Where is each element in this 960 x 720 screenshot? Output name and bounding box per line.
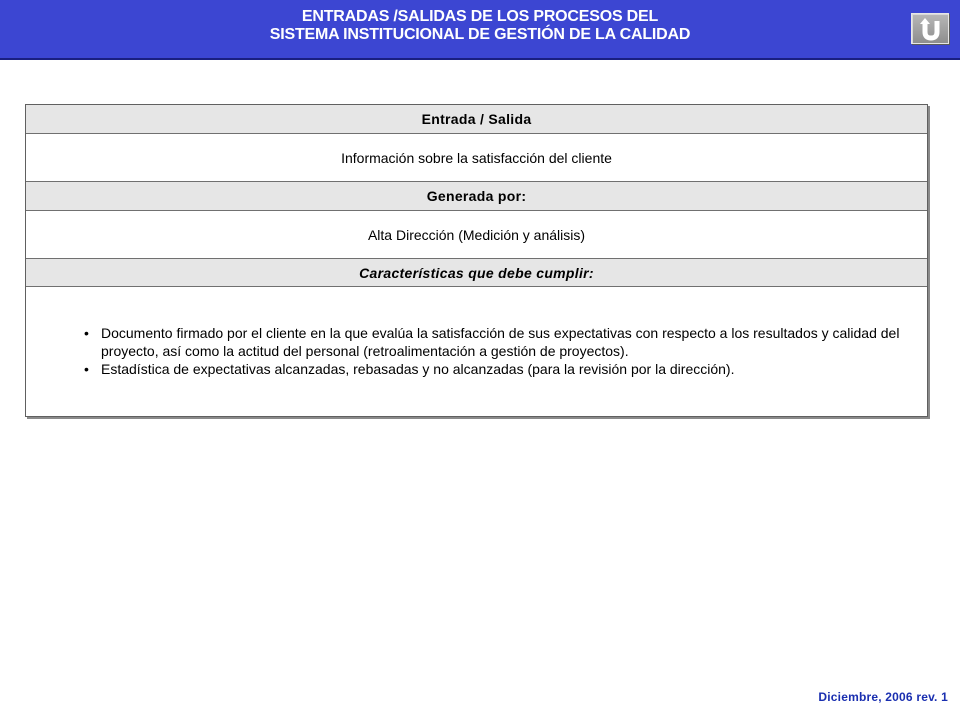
list-item-text: Documento firmado por el cliente en la que evalúa la satisfacción de sus expectativas con respecto a los resultados y calidad del proyecto, así como la actitud del personal (retroalimentación a gestión de proyectos).	[101, 325, 900, 359]
caracteristicas-cell	[26, 287, 927, 416]
generada-por-heading: Generada por:	[26, 182, 927, 211]
list-item	[84, 324, 904, 360]
caracteristicas-heading: Características que debe cumplir:	[26, 259, 927, 287]
entrada-salida-heading: Entrada / Salida	[26, 105, 927, 134]
generada-por-value: Alta Dirección (Medición y análisis)	[26, 211, 927, 259]
page-title-line-2: SISTEMA INSTITUCIONAL DE GESTIÓN DE LA CALIDAD	[269, 26, 691, 43]
process-io-table	[25, 104, 928, 417]
page-title	[200, 8, 760, 44]
return-button[interactable]	[911, 13, 949, 44]
bullet-icon: •	[84, 361, 89, 377]
list-item	[84, 360, 904, 378]
list-item-text: Estadística de expectativas alcanzadas, rebasadas y no alcanzadas (para la revisión por la dirección).	[101, 361, 735, 377]
caracteristicas-list	[84, 324, 904, 378]
page-title-line-1: ENTRADAS /SALIDAS DE LOS PROCESOS DEL	[301, 8, 659, 25]
header-bar	[0, 0, 960, 60]
return-arrow-icon	[918, 16, 944, 42]
revision-footer: Diciembre, 2006 rev. 1	[818, 690, 948, 704]
entrada-salida-value: Información sobre la satisfacción del cliente	[26, 134, 927, 182]
bullet-icon: •	[84, 325, 89, 341]
